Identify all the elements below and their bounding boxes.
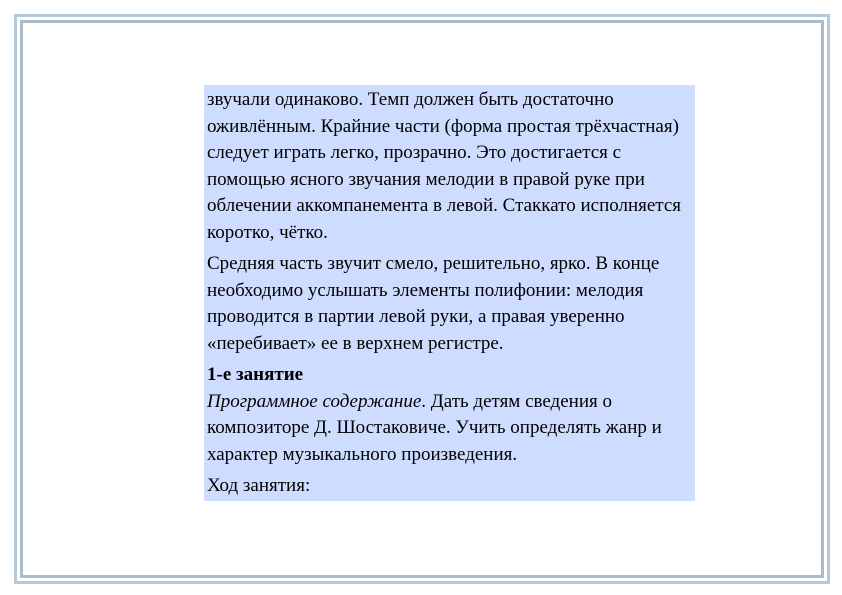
program-content-label: Программное содержание	[207, 390, 422, 412]
paragraph-lesson-course: Ход занятия:	[207, 475, 311, 496]
paragraph-tempo: звучали одинаково. Темп должен быть достаточно оживлённым. Крайние части (форма простая трёхчастная) следует играть легко, прозрачно. Это достигается с помощью ясного звучания мелодии в правой руке при облечении аккомпанемента в левой. Стаккато исполняется коротко, чётко.	[207, 89, 682, 243]
paragraph-program-content	[207, 389, 689, 469]
text-box	[204, 85, 695, 501]
paragraph-middle-part: Средняя часть звучит смело, решительно, ярко. В конце необходимо услышать элементы полифонии: мелодия проводится в партии левой руки, а правая уверенно «перебивает» ее в верхнем регистре.	[207, 253, 660, 354]
program-content-text: . Дать детям сведения о композиторе Д. Шостаковиче. Учить определять жанр и характер музыкального произведения.	[207, 390, 662, 465]
lesson-heading: 1-е занятие	[207, 364, 304, 385]
